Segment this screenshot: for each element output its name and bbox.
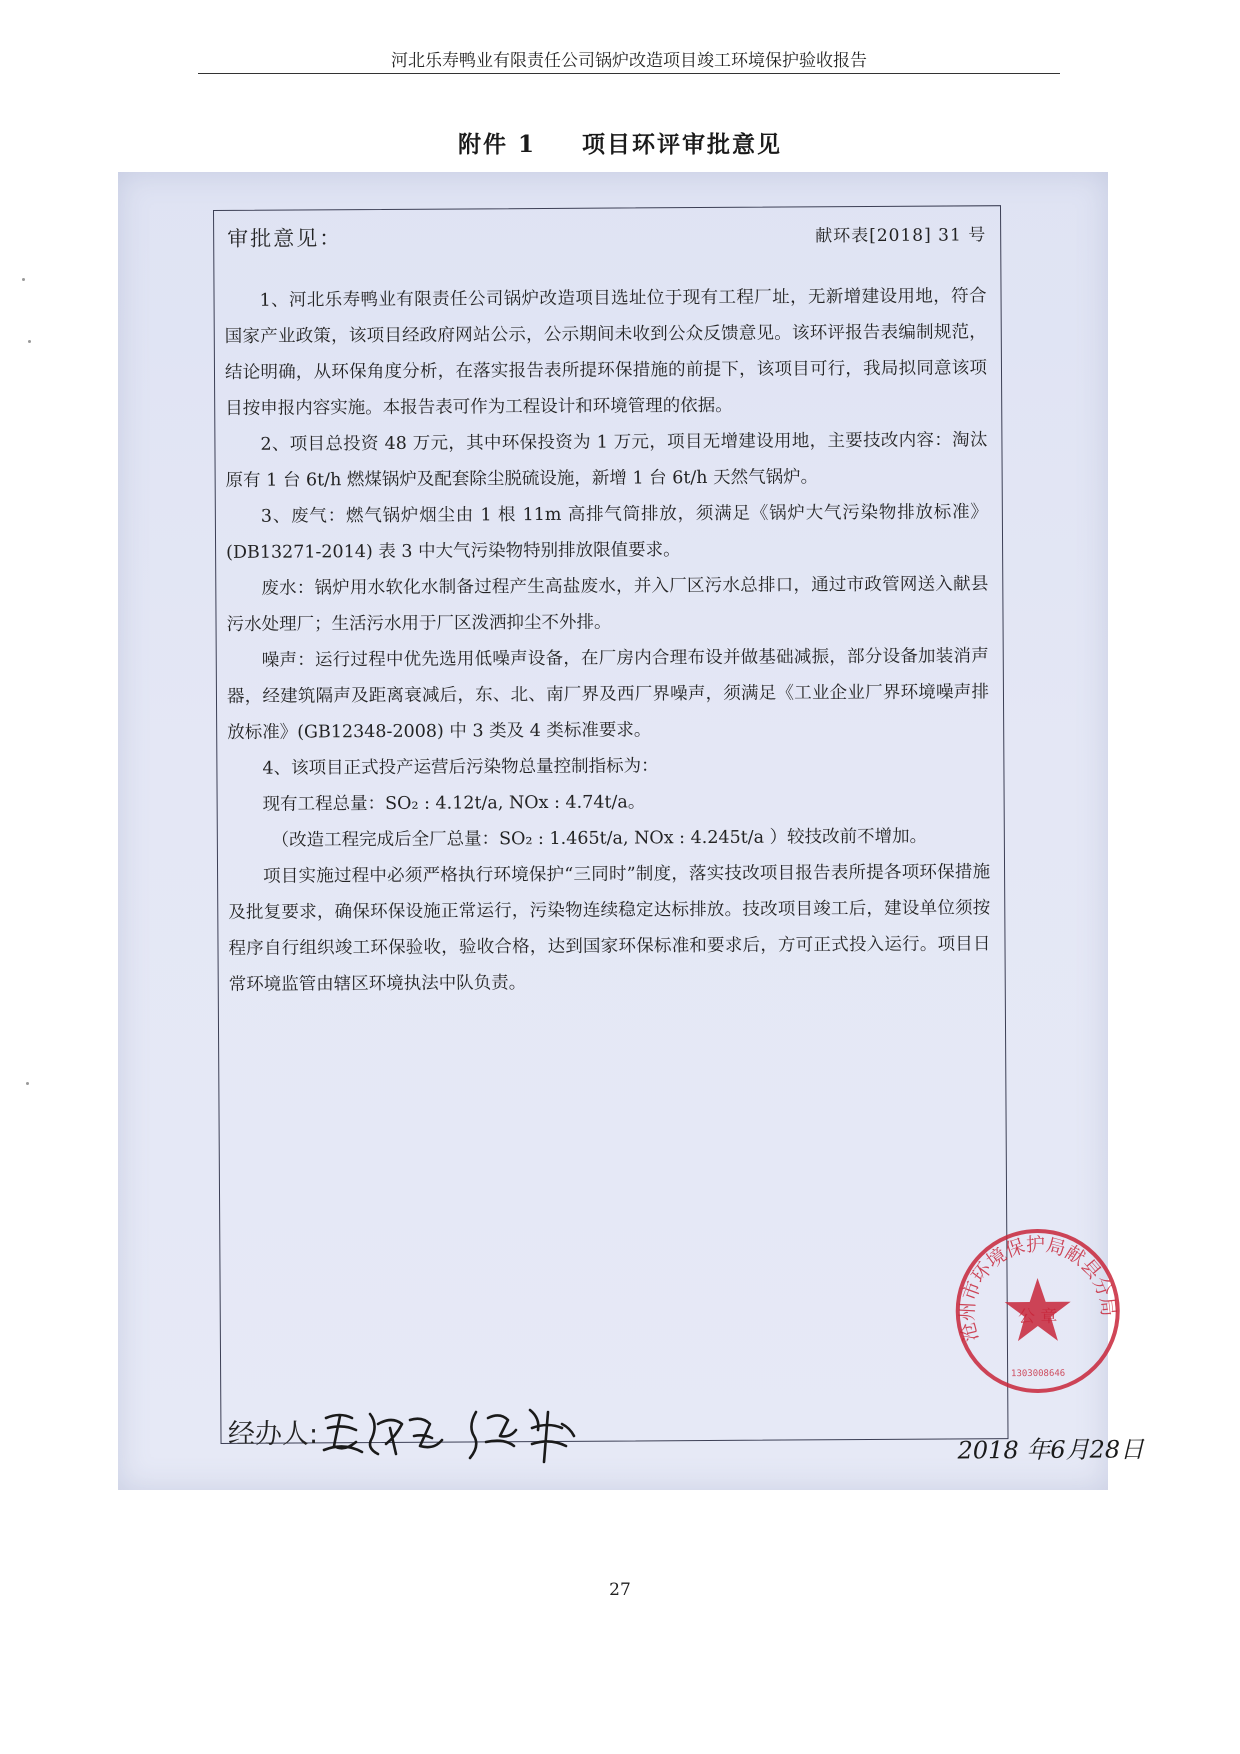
- seal-organization-text: 沧州市环境保护局献县分局: [956, 1233, 1120, 1344]
- opinion-paragraph-4: 4、该项目正式投产运营后污染物总量控制指标为：: [262, 756, 659, 779]
- attachment-number: 附件 1: [457, 131, 536, 158]
- running-header: 河北乐寿鸭业有限责任公司锅炉改造项目竣工环境保护验收报告: [391, 51, 867, 71]
- opinion-paragraph-3: 3、废气：燃气锅炉烟尘由 1 根 11m 高排气筒排放，须满足《锅炉大气污染物排放标准》(DB13271-2014) 表 3 中大气污染物特别排放限值要求。: [226, 502, 988, 563]
- seal-graphic: [952, 1225, 1123, 1396]
- post-renovation-total-line: （改造工程完成后全厂总量：SO₂ : 1.465t/a, NOx : 4.245t/a ）较技改前不增加。: [271, 826, 928, 851]
- signed-date-text: 2018 年6月28日: [957, 1435, 1145, 1465]
- official-seal: [952, 1225, 1123, 1400]
- scan-speck: [26, 1082, 29, 1085]
- approval-opinion-box: [213, 205, 1145, 1465]
- opinion-paragraph-2: 2、项目总投资 48 万元，其中环保投资为 1 万元，项目无增建设用地，主要技改内容：淘汰原有 1 台 6t/h 燃煤锅炉及配套除尘脱硫设施，新增 1 台 6t/h 天然气锅炉。: [225, 430, 988, 491]
- opinion-paragraph-closing: 项目实施过程中必须严格执行环境保护“三同时”制度，落实技改项目报告表所提各项环保措施及批复要求，确保环保设施正常运行，污染物连续稳定达标排放。技改项目竣工后，建设单位须按程序自行组织竣工环保验收，验收合格，达到国家环保标准和要求后，方可正式投入运行。项目日常环境监管由辖区环境执法中队负责。: [228, 862, 991, 995]
- opinion-paragraph-1: 1、河北乐寿鸭业有限责任公司锅炉改造项目选址位于现有工程厂址，无新增建设用地，符合国家产业政策，该项目经政府网站公示，公示期间未收到公众反馈意见。该环评报告表编制规范，结论明确，从环保角度分析，在落实报告表所提环保措施的前提下，该项目可行，我局拟同意该项目按申报内容实施。本报告表可作为工程设计和环境管理的依据。: [224, 286, 988, 419]
- seal-serial: 1303008646: [1011, 1368, 1066, 1380]
- opinion-label: 审批意见：: [227, 226, 343, 251]
- page-number: 27: [609, 1580, 631, 1600]
- handler-label: 经办人:: [228, 1419, 319, 1450]
- handwritten-signatures: [318, 1398, 638, 1472]
- existing-total-line: 现有工程总量：SO₂ : 4.12t/a, NOx : 4.74t/a。: [262, 792, 646, 815]
- opinion-paragraph-wastewater: 废水：锅炉用水软化水制备过程产生高盐废水，并入厂区污水总排口，通过市政管网送入献县污水处理厂；生活污水用于厂区泼洒抑尘不外排。: [226, 574, 989, 635]
- scanned-approval-form: [118, 172, 1145, 1490]
- header-rule: [198, 73, 1060, 74]
- attachment-heading: 项目环评审批意见: [582, 131, 783, 158]
- document-number: 献环表[2018] 31 号: [815, 225, 987, 247]
- signature-graphic: [318, 1398, 638, 1468]
- opinion-body: [224, 278, 990, 1003]
- attachment-title: [0, 126, 1240, 159]
- scan-speck: [28, 340, 31, 343]
- scan-speck: [22, 278, 25, 281]
- opinion-paragraph-noise: 噪声：运行过程中优先选用低噪声设备，在厂房内合理布设并做基础减振，部分设备加装消声器，经建筑隔声及距离衰减后，东、北、南厂界及西厂界噪声，须满足《工业企业厂界环境噪声排放标准》(GB12348-2008) 中 3 类及 4 类标准要求。: [226, 646, 990, 743]
- seal-center-text: 公 章: [1018, 1306, 1058, 1328]
